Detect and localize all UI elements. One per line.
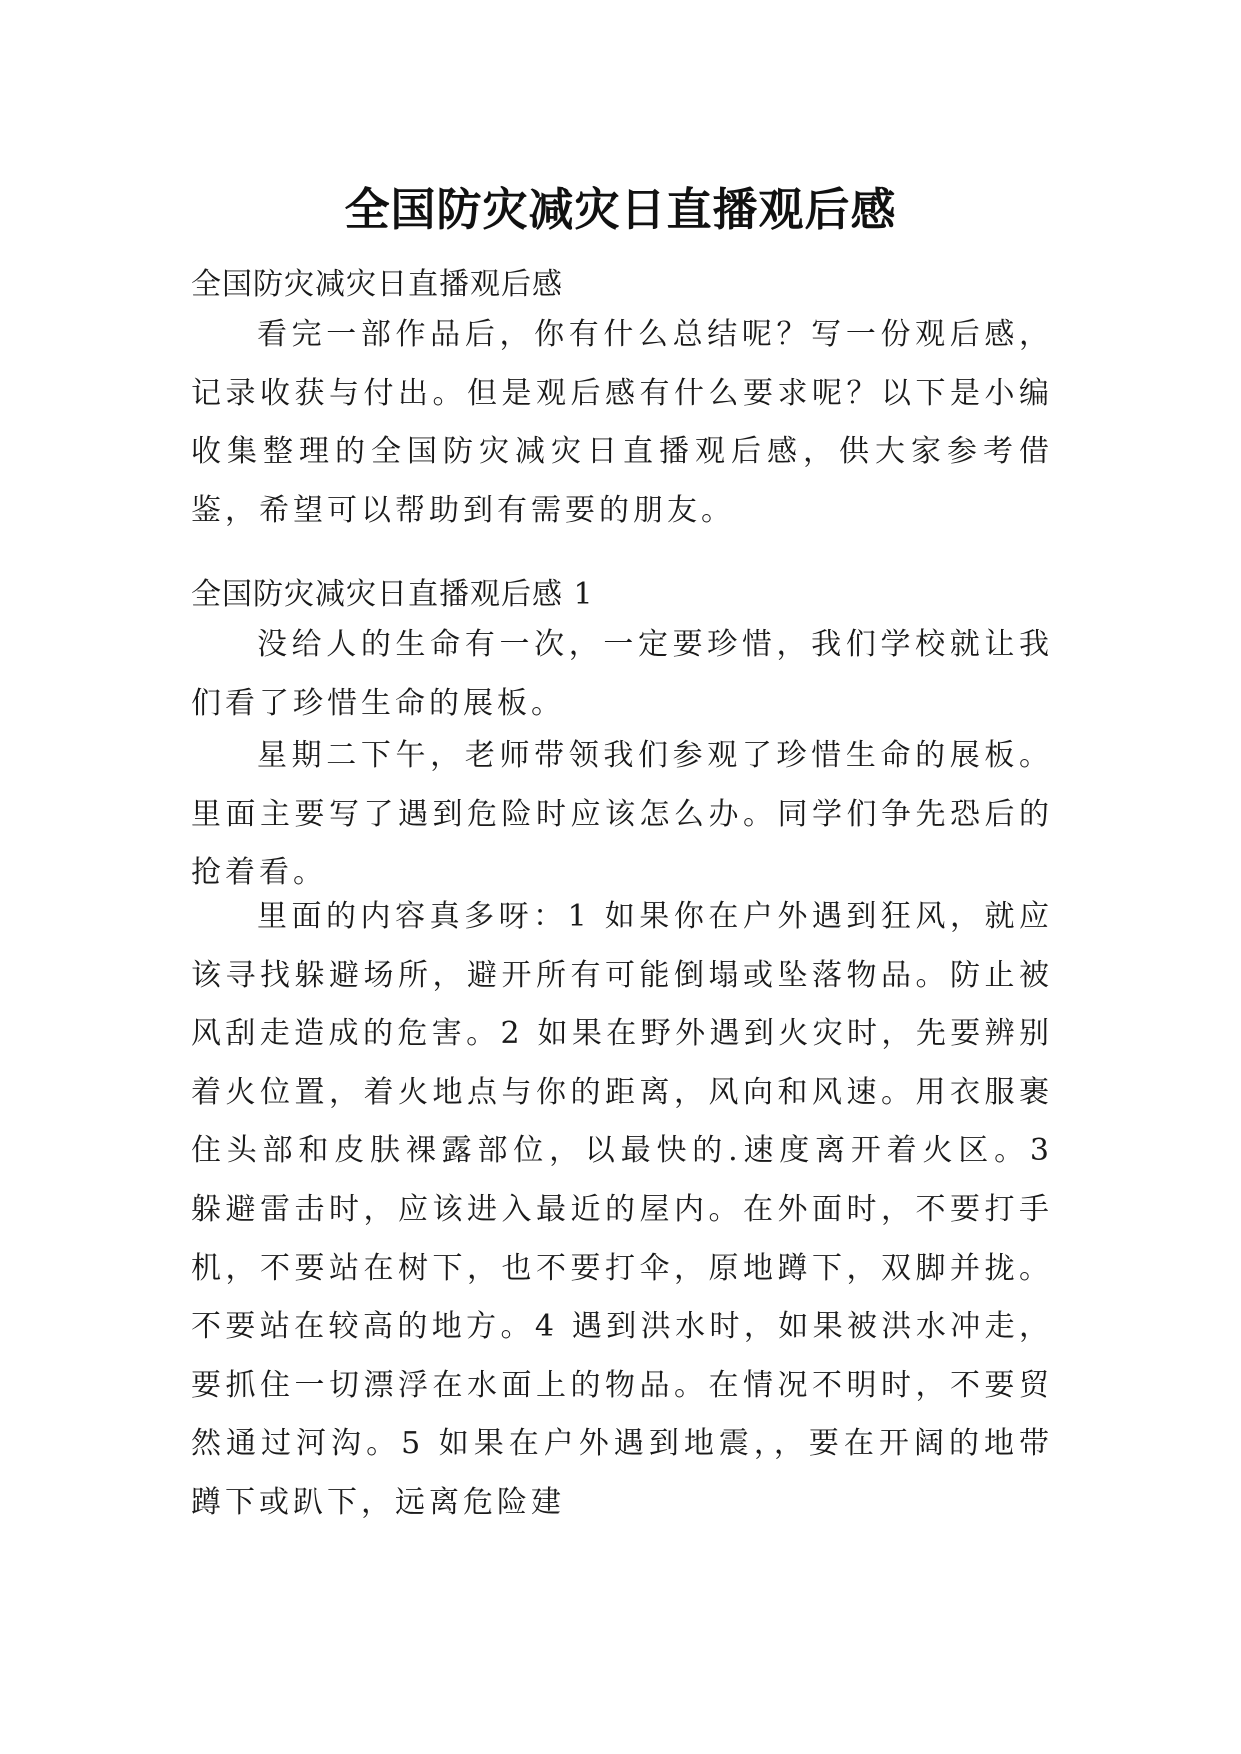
document-subtitle: 全国防灾减灾日直播观后感 — [191, 267, 563, 302]
body-paragraph-1: 没给人的生命有一次，一定要珍惜，我们学校就让我们看了珍惜生命的展板。 — [191, 627, 1053, 721]
body-paragraph-2: 星期二下午，老师带领我们参观了珍惜生命的展板。里面主要写了遇到危险时应该怎么办。同学们争先恐后的抢着看。 — [191, 738, 1053, 891]
section-heading: 全国防灾减灾日直播观后感 1 — [191, 577, 594, 612]
body-paragraph-3: 里面的内容真多呀：1 如果你在户外遇到狂风，就应该寻找躲避场所，避开所有可能倒塌或坠落物品。防止被风刮走造成的危害。2 如果在野外遇到火灾时，先要辨别着火位置，着火地点与你的距离，风向和风速。用衣服裹住头部和皮肤裸露部位，以最快的.速度离开着火区。3 躲避雷击时，应该进入最近的屋内。在外面时，不要打手机，不要站在树下，也不要打伞，原地蹲下，双脚并拢。不要站在较高的地方。4 遇到洪水时，如果被洪水冲走，要抓住一切漂浮在水面上的物品。在情况不明时，不要贸然通过河沟。5 如果在户外遇到地震，，要在开阔的地带蹲下或趴下，远离危险建 — [191, 899, 1053, 1520]
document-title: 全国防灾减灾日直播观后感 — [344, 183, 897, 237]
intro-paragraph: 看完一部作品后，你有什么总结呢？写一份观后感，记录收获与付出。但是观后感有什么要求呢？以下是小编收集整理的全国防灾减灾日直播观后感，供大家参考借鉴，希望可以帮助到有需要的朋友。 — [191, 317, 1053, 528]
